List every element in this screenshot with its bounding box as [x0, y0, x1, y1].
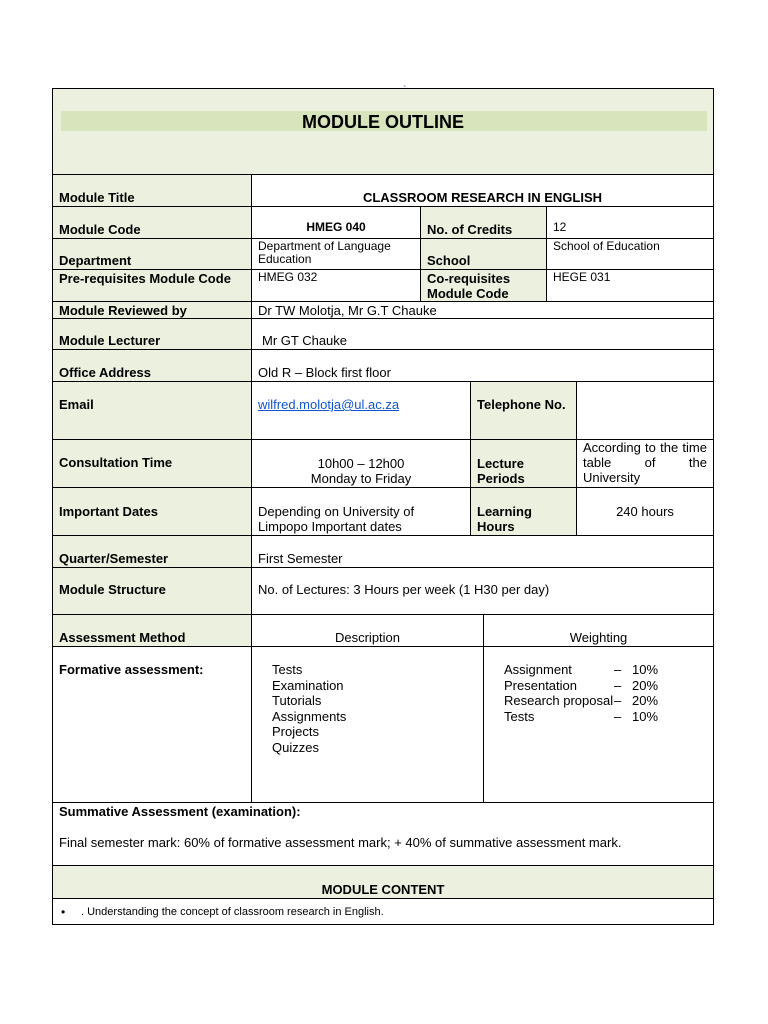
- semester-label: Quarter/Semester: [52, 535, 252, 568]
- office-address-label: Office Address: [52, 349, 252, 382]
- weight-dash: –: [614, 677, 622, 693]
- formative-items-list: [272, 662, 483, 756]
- module-code-label: Module Code: [52, 206, 252, 239]
- formative-item: Tutorials: [272, 693, 322, 709]
- department-label: Department: [52, 238, 252, 270]
- summative-cell: [52, 802, 714, 866]
- consultation-value: [251, 439, 471, 488]
- summative-label: Summative Assessment (examination):: [59, 804, 301, 819]
- weight-percent: 20%: [632, 677, 659, 693]
- school-label: School: [420, 238, 547, 270]
- module-structure-value: No. of Lectures: 3 Hours per week (1 H30 per day): [251, 567, 714, 615]
- email-value-cell: [251, 381, 471, 440]
- weight-percent: 10%: [632, 662, 659, 677]
- consultation-label: Consultation Time: [52, 439, 252, 488]
- semester-value: First Semester: [251, 535, 714, 568]
- formative-item: Quizzes: [272, 739, 319, 755]
- module-content-item: [52, 898, 714, 925]
- module-title-value: CLASSROOM RESEARCH IN ENGLISH: [251, 174, 714, 207]
- important-dates-label: Important Dates: [52, 487, 252, 536]
- formative-label: Formative assessment:: [52, 646, 252, 803]
- weight-percent: 20%: [632, 693, 659, 709]
- reviewed-by-label: Module Reviewed by: [52, 301, 252, 319]
- formative-weights-cell: [483, 646, 714, 803]
- module-code-value: HMEG 040: [251, 206, 421, 239]
- lecture-periods-value: According to the time table of the University: [576, 439, 714, 488]
- email-link[interactable]: wilfred.molotja@ul.ac.za: [258, 397, 400, 412]
- lecturer-label: Module Lecturer: [52, 318, 252, 350]
- telephone-value: [576, 381, 714, 440]
- school-value: School of Education: [546, 238, 714, 270]
- email-label: Email: [52, 381, 252, 440]
- weight-name: Research proposal: [504, 693, 614, 709]
- lecturer-value: Mr GT Chauke: [251, 318, 714, 350]
- consultation-hours: 10h00 – 12h00: [317, 456, 405, 471]
- consultation-days: Monday to Friday: [310, 471, 412, 486]
- weight-percent: 10%: [632, 708, 659, 724]
- corequisites-value: HEGE 031: [546, 269, 714, 302]
- weight-dash: –: [614, 662, 622, 677]
- weight-name: Assignment: [504, 662, 572, 677]
- credits-value: 12: [546, 206, 714, 239]
- assessment-description-header: Description: [251, 614, 484, 647]
- module-content-text: . Understanding the concept of classroom research in English.: [81, 905, 384, 918]
- weight-row: [504, 662, 713, 678]
- weight-dash: –: [614, 708, 622, 724]
- bullet-marker: •: [61, 904, 66, 919]
- weight-name: Tests: [504, 708, 535, 724]
- header-tick-mark: `: [403, 85, 407, 96]
- lecture-periods-label: Lecture Periods: [470, 439, 577, 488]
- office-address-value: Old R – Block first floor: [251, 349, 714, 382]
- module-outline-header: [52, 85, 714, 175]
- telephone-label: Telephone No.: [470, 381, 577, 440]
- module-title-label: Module Title: [52, 174, 252, 207]
- summative-text: Final semester mark: 60% of formative assessment mark; + 40% of summative assessment mark.: [59, 835, 622, 850]
- weight-row: [504, 693, 713, 709]
- weight-row: [504, 709, 713, 725]
- department-value: Department of Language Education: [251, 238, 421, 270]
- prerequisites-label: Pre-requisites Module Code: [52, 269, 252, 302]
- assessment-weighting-header: Weighting: [483, 614, 714, 647]
- module-structure-label: Module Structure: [52, 567, 252, 615]
- formative-item: Examination: [272, 677, 344, 693]
- formative-item: Assignments: [272, 708, 347, 724]
- prerequisites-value: HMEG 032: [251, 269, 421, 302]
- learning-hours-label: Learning Hours: [470, 487, 577, 536]
- formative-item: Projects: [272, 724, 319, 740]
- corequisites-label: Co-requisites Module Code: [420, 269, 547, 302]
- module-content-heading: MODULE CONTENT: [52, 865, 714, 899]
- formative-item: Tests: [272, 662, 303, 677]
- assessment-method-label: Assessment Method: [52, 614, 252, 647]
- weight-dash: –: [614, 693, 622, 709]
- learning-hours-value: 240 hours: [576, 487, 714, 536]
- credits-label: No. of Credits: [420, 206, 547, 239]
- formative-items-cell: [251, 646, 484, 803]
- weight-name: Presentation: [504, 677, 577, 693]
- weight-row: [504, 678, 713, 694]
- important-dates-value: Depending on University of Limpopo Important dates: [251, 487, 471, 536]
- reviewed-by-value: Dr TW Molotja, Mr G.T Chauke: [251, 301, 714, 319]
- page-title: MODULE OUTLINE: [302, 112, 464, 132]
